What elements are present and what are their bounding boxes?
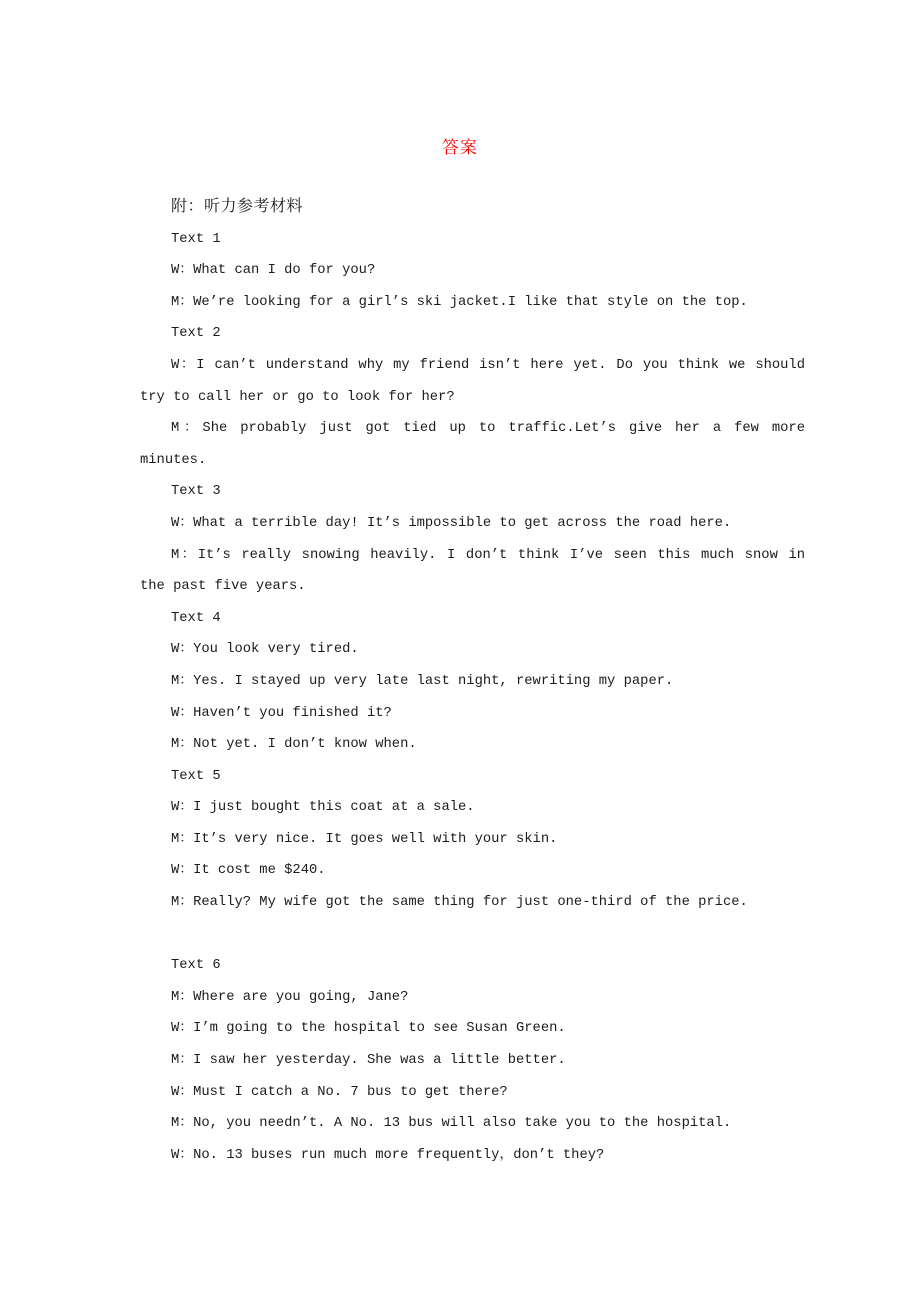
dialogue-line: M：Not yet. I don’t know when. [171, 737, 417, 753]
dialogue-line: W：Haven’t you finished it? [171, 705, 392, 721]
section-heading-text1: Text 1 [171, 231, 221, 247]
dialogue-line: M：Where are you going, Jane? [171, 989, 409, 1005]
listening-material-heading: 附：听力参考材料 [171, 198, 304, 216]
section-heading-text2: Text 2 [171, 326, 221, 342]
dialogue-line: W：You look very tired. [171, 642, 359, 658]
dialogue-line: W：Must I catch a No. 7 bus to get there? [171, 1084, 508, 1100]
dialogue-line: W：I’m going to the hospital to see Susan Green. [171, 1021, 566, 1037]
dialogue-line: W：It cost me $240. [171, 863, 326, 879]
dialogue-line: W：No. 13 buses run much more frequently，don’t they? [171, 1147, 605, 1163]
dialogue-line: W：I can’t understand why my friend isn’t here yet. Do you think we should try to call her or go to look for her? [140, 357, 805, 405]
dialogue-line: M：She probably just got tied up to traffic.Let’s give her a few more minutes. [140, 421, 805, 468]
dialogue-line: W：What a terrible day! It’s impossible to get across the road here. [171, 515, 732, 531]
section-heading-text3: Text 3 [171, 484, 221, 500]
dialogue-line: M：It’s really snowing heavily. I don’t think I’ve seen this much snow in the past five years. [140, 547, 805, 595]
section-heading-text4: Text 4 [171, 610, 221, 626]
dialogue-line: W：I just bought this coat at a sale. [171, 800, 475, 816]
dialogue-line: M：We’re looking for a girl’s ski jacket.I like that style on the top. [171, 294, 748, 310]
document-body [140, 192, 805, 1171]
section-heading-text5: Text 5 [171, 768, 221, 784]
dialogue-line: W：What can I do for you? [171, 263, 376, 279]
section-heading-text6: Text 6 [171, 958, 221, 974]
dialogue-line: M：No, you needn’t. A No. 13 bus will also take you to the hospital. [171, 1116, 732, 1132]
dialogue-line: M：It’s very nice. It goes well with your skin. [171, 831, 558, 847]
dialogue-line: M：I saw her yesterday. She was a little better. [171, 1053, 566, 1069]
dialogue-line: M：Yes. I stayed up very late last night, rewriting my paper. [171, 673, 674, 689]
dialogue-line: M：Really? My wife got the same thing for just one-third of the price. [171, 895, 748, 911]
page-title: 答案 [442, 140, 478, 159]
